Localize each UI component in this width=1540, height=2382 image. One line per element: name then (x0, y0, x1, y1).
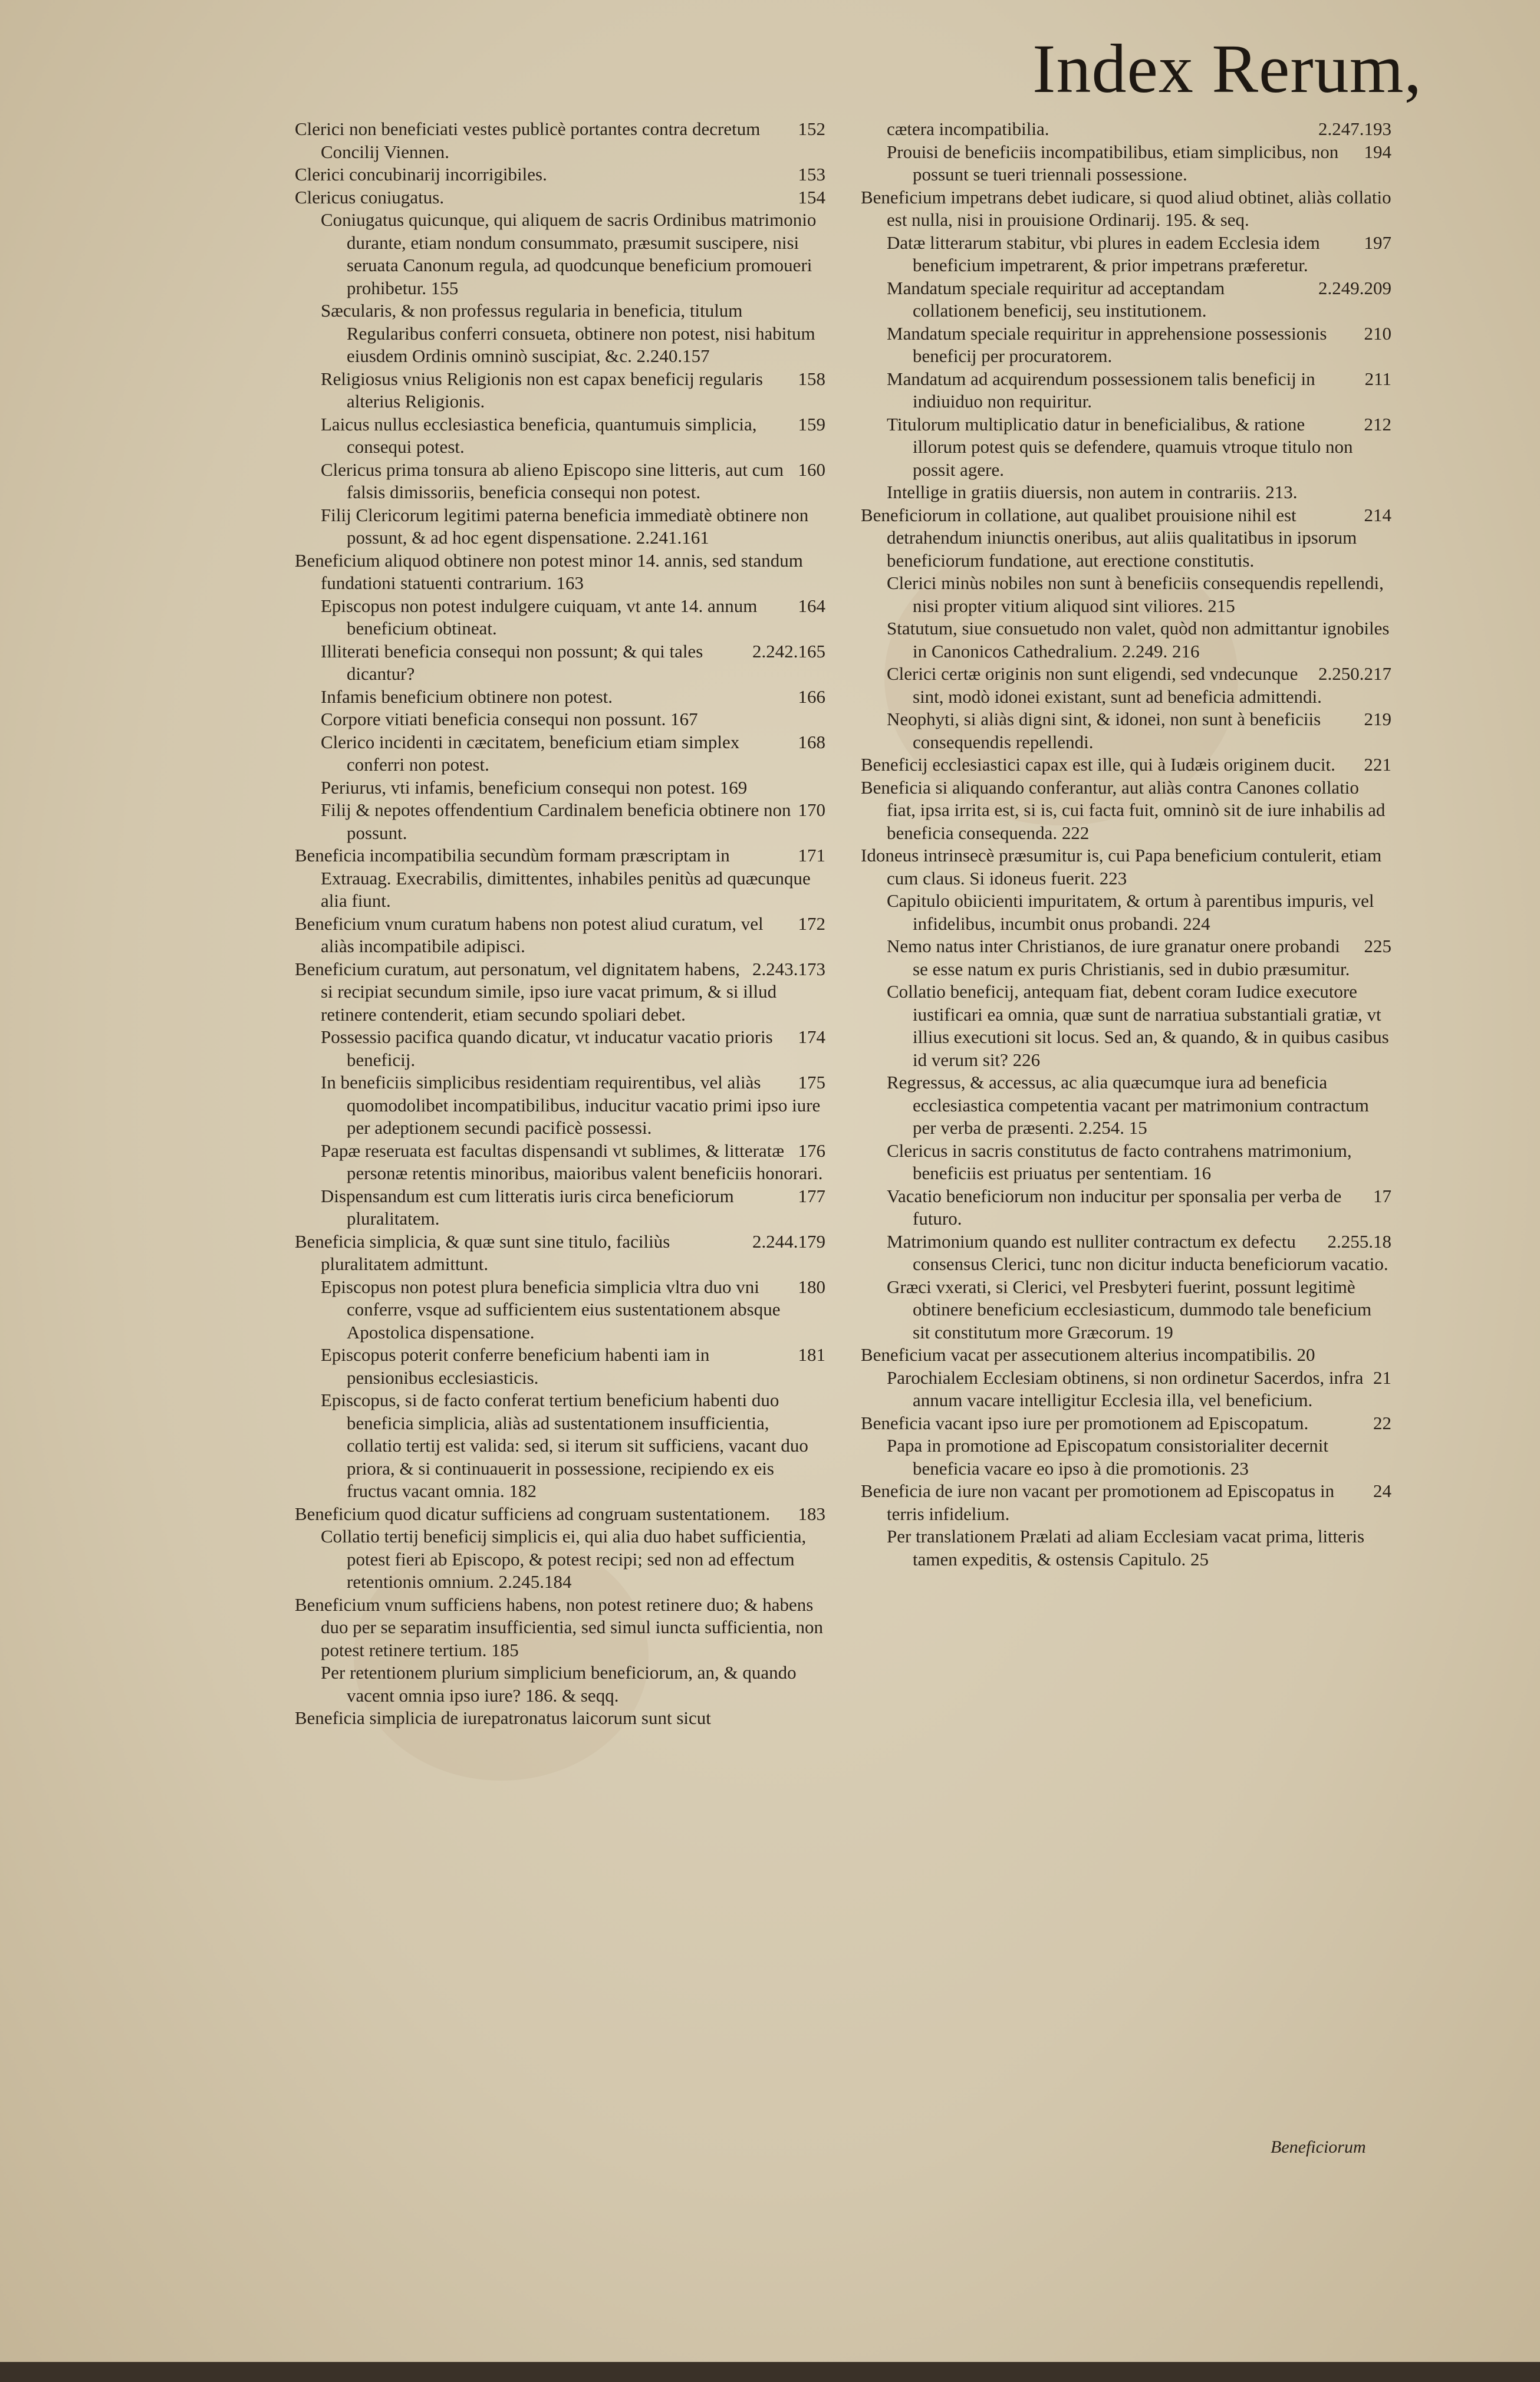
entry-text: Beneficiorum in collatione, aut qualibet prouisione nihil est detrahendum iniunctis oneribus, aut aliis qualitatibus in ipsorum beneficiorum fundatione, aut erectione constitutis. (861, 504, 1357, 571)
index-entry (887, 368, 1391, 413)
index-entry (861, 1344, 1391, 1367)
index-entry (321, 504, 825, 550)
entry-text: Clericus coniugatus. (295, 186, 445, 208)
entry-page-ref: 158 (798, 368, 825, 389)
index-entry (321, 686, 825, 709)
entry-text: Beneficia de iure non vacant per promotionem ad Episcopatus in terris infidelium. (861, 1480, 1335, 1524)
index-entry (887, 617, 1391, 663)
index-entry (861, 186, 1391, 232)
entry-text: Beneficia simplicia de iurepatronatus laicorum sunt sicut (295, 1707, 711, 1728)
entry-text: Coniugatus quicunque, qui aliquem de sacris Ordinibus matrimonio durante, etiam nondum consummato, præsumit suscipere, nisi seruata Canonum regula, ad quodcunque beneficium promoueri prohibetur. 155 (321, 209, 817, 298)
index-entry (887, 708, 1391, 754)
entry-text: Beneficium curatum, aut personatum, vel dignitatem habens, si recipiat secundum simile, ipso iure vacat primum, & si illud retinere contenderit, etiam secundo spoliari debet. (295, 958, 777, 1025)
catchword: Beneficiorum (1271, 2137, 1366, 2157)
entry-page-ref: 183 (798, 1503, 825, 1524)
index-entry (887, 232, 1391, 277)
entry-page-ref: 2.243.173 (752, 958, 825, 979)
entry-text: Mandatum speciale requiritur in apprehensione possessionis beneficij per procuratorem. (887, 323, 1327, 366)
running-head: Index Rerum, (1032, 30, 1422, 107)
entry-page-ref: 197 (1364, 232, 1391, 253)
entry-page-ref: 2.255.18 (1327, 1231, 1391, 1252)
entry-text: Clerici non beneficiati vestes publicè portantes contra decretum Concilij Viennen. (295, 119, 761, 162)
entry-text: Clerici certæ originis non sunt eligendi, sed vndecunque sint, modò idonei existant, sunt ad beneficia admittendi. (887, 663, 1322, 707)
index-entry (321, 1276, 825, 1344)
entry-page-ref: 172 (798, 913, 825, 934)
index-entry (887, 1435, 1391, 1480)
entry-page-ref: 159 (798, 413, 825, 435)
entry-text: Per translationem Prælati ad aliam Ecclesiam vacat prima, litteris tamen expeditis, & ostensis Capitulo. 25 (887, 1526, 1365, 1570)
entry-text: Matrimonium quando est nulliter contractum ex defectu consensus Clerici, tunc non dicitur inducta beneficiorum vacatio. (887, 1231, 1388, 1274)
index-entry (887, 981, 1391, 1071)
index-entry (887, 1367, 1391, 1412)
entry-text: Clerici concubinarij incorrigibiles. (295, 164, 547, 185)
entry-page-ref: 214 (1364, 504, 1391, 525)
entry-text: Mandatum ad acquirendum possessionem talis beneficij in indiuiduo non requiritur. (887, 368, 1315, 412)
index-entry (321, 413, 825, 459)
entry-page-ref: 212 (1364, 413, 1391, 435)
entry-text: Idoneus intrinsecè præsumitur is, cui Papa beneficium contulerit, etiam cum claus. Si idoneus fuerit. 223 (861, 845, 1382, 889)
entry-text: Episcopus non potest plura beneficia simplicia vltra duo vni conferre, vsque ad sufficientem eius sustentationem absque Apostolica dispensatione. (321, 1276, 781, 1343)
index-entry (295, 958, 825, 1027)
entry-text: Collatio beneficij, antequam fiat, debent coram Iudice executore iustificari ea omnia, quæ sunt de narratiua substantiali gratiæ, vt illius executioni sit locus. Sed an, & quando, & in quibus casibus id verum sit? 226 (887, 981, 1389, 1070)
entry-text: Beneficij ecclesiastici capax est ille, qui à Iudæis originem ducit. (861, 754, 1335, 775)
entry-page-ref: 170 (798, 800, 825, 820)
index-entry (295, 1231, 825, 1276)
entry-text: Episcopus, si de facto conferat tertium beneficium habenti duo beneficia simplicia, aliàs ad sustentationem insufficientia, collatio tertij est valida: sed, si iterum sit sufficiens, vacant duo priora, & si continuauerit in possessione, recipiendo ex eis fructus vacant omnia. 182 (321, 1390, 808, 1501)
index-entry (321, 640, 825, 686)
entry-text: Beneficia incompatibilia secundùm formam præscriptam in Extrauag. Execrabilis, dimittentes, inhabiles penitùs ad quæcunque alia fiunt. (295, 845, 811, 911)
entry-page-ref: 152 (798, 119, 825, 139)
index-entry (861, 1412, 1391, 1435)
index-entry (887, 323, 1391, 368)
index-entry (321, 368, 825, 413)
entry-page-ref: 2.247.193 (1318, 119, 1391, 139)
entry-text: Græci vxerati, si Clerici, vel Presbyteri fuerint, possunt legitimè obtinere beneficium ecclesiasticum, dummodo tale beneficium sit constitutum more Græcorum. 19 (887, 1276, 1372, 1343)
entry-text: Sæcularis, & non professus regularia in beneficia, titulum Regularibus conferri consueta, obtinere non potest, nisi habitum eiusdem Ordinis omninò suscipiat, &c. 2.240.157 (321, 300, 815, 366)
index-column-left (295, 118, 825, 1730)
index-entry (861, 1480, 1391, 1525)
index-entry (887, 572, 1391, 617)
entry-text: Datæ litterarum stabitur, vbi plures in eadem Ecclesia idem beneficium impetrarent, & prior impetrans præferetur. (887, 232, 1320, 275)
entry-text: Infamis beneficium obtinere non potest. (321, 686, 613, 707)
index-entry (887, 935, 1391, 981)
entry-page-ref: 171 (798, 845, 825, 866)
entry-text: Collatio tertij beneficij simplicis ei, qui alia duo habet sufficientia, potest fieri ab Episcopo, & potest recipi; sed non ad effectum retentionis omnium. 2.245.184 (321, 1526, 807, 1592)
index-entry (295, 1503, 825, 1526)
entry-text: Periurus, vti infamis, beneficium consequi non potest. 169 (321, 777, 748, 798)
entry-page-ref: 225 (1364, 936, 1391, 956)
entry-page-ref: 160 (798, 459, 825, 480)
entry-text: Prouisi de beneficiis incompatibilibus, etiam simplicibus, non possunt se tueri triennali possessione. (887, 141, 1339, 185)
entry-text: Beneficia vacant ipso iure per promotionem ad Episcopatum. (861, 1412, 1309, 1433)
index-entry (887, 413, 1391, 482)
index-entry (887, 1185, 1391, 1231)
entry-text: Religiosus vnius Religionis non est capax beneficij regularis alterius Religionis. (321, 368, 763, 412)
entry-text: Clerici minùs nobiles non sunt à beneficiis consequendis repellendi, nisi propter vitium aliquod sint viliores. 215 (887, 573, 1384, 616)
index-entry (887, 118, 1391, 141)
entry-page-ref: 180 (798, 1276, 825, 1297)
index-entry (861, 844, 1391, 890)
index-entry (321, 1185, 825, 1231)
entry-text: Per retentionem plurium simplicium beneficiorum, an, & quando vacent omnia ipso iure? 186. & seqq. (321, 1662, 797, 1706)
index-entry (321, 595, 825, 640)
entry-text: Illiterati beneficia consequi non possunt; & qui tales dicantur? (321, 640, 703, 684)
entry-text: Episcopus non potest indulgere cuiquam, vt ante 14. annum beneficium obtineat. (321, 595, 758, 639)
index-entry (887, 1525, 1391, 1571)
index-entry (295, 844, 825, 913)
index-entry (295, 163, 825, 186)
entry-text: Regressus, & accessus, ac alia quæcumque iura ad beneficia ecclesiastica competentia vacant per matrimonium contractum per verba de præsenti. 2.254. 15 (887, 1072, 1369, 1138)
index-entry (321, 1071, 825, 1140)
index-entry (887, 1276, 1391, 1344)
entry-text: Papæ reseruata est facultas dispensandi vt sublimes, & litteratæ personæ retentis minoribus, maioribus valent beneficiis honorari. (321, 1140, 823, 1183)
entry-page-ref: 24 (1373, 1480, 1391, 1501)
entry-page-ref: 181 (798, 1344, 825, 1365)
index-entry (321, 799, 825, 844)
index-entry (887, 1231, 1391, 1276)
entry-page-ref: 2.242.165 (752, 640, 825, 662)
entry-text: Filij Clericorum legitimi paterna beneficia immediatè obtinere non possunt, & ad hoc egent dispensatione. 2.241.161 (321, 504, 809, 548)
index-entry (295, 1707, 825, 1730)
entry-text: Beneficia simplicia, & quæ sunt sine titulo, faciliùs pluralitatem admittunt. (295, 1231, 670, 1274)
entry-text: Episcopus poterit conferre beneficium habenti iam in pensionibus ecclesiasticis. (321, 1344, 710, 1388)
index-entry (887, 481, 1391, 504)
entry-text: Beneficium vacat per assecutionem alterius incompatibilis. 20 (861, 1344, 1315, 1365)
entry-text: Beneficium aliquod obtinere non potest minor 14. annis, sed standum fundationi statuenti contrarium. 163 (295, 550, 803, 593)
entry-page-ref: 2.250.217 (1318, 663, 1391, 684)
entry-text: Beneficium impetrans debet iudicare, si quod aliud obtinet, aliàs collatio est nulla, nisi in prouisione Ordinarij. 195. & seq. (861, 186, 1391, 230)
entry-page-ref: 153 (798, 164, 825, 185)
index-entry (321, 209, 825, 300)
entry-page-ref: 168 (798, 731, 825, 752)
entry-page-ref: 154 (798, 186, 825, 208)
entry-text: Capitulo obiicienti impuritatem, & ortum à parentibus impuris, vel infidelibus, incumbit onus probandi. 224 (887, 890, 1374, 934)
entry-page-ref: 175 (798, 1072, 825, 1093)
index-entry (321, 731, 825, 777)
index-entry (295, 186, 825, 209)
index-entry (321, 1026, 825, 1071)
entry-page-ref: 176 (798, 1140, 825, 1161)
entry-text: Dispensandum est cum litteratis iuris circa beneficiorum pluralitatem. (321, 1185, 734, 1229)
index-entry (321, 459, 825, 504)
index-entry (887, 663, 1391, 708)
entry-text: Clerico incidenti in cæcitatem, beneficium etiam simplex conferri non potest. (321, 731, 740, 775)
entry-page-ref: 2.249.209 (1318, 277, 1391, 298)
index-entry (887, 141, 1391, 186)
index-entry (321, 1344, 825, 1389)
entry-page-ref: 166 (798, 686, 825, 707)
entry-text: Clericus in sacris constitutus de facto contrahens matrimonium, beneficiis est priuatus per sententiam. 16 (887, 1140, 1352, 1183)
index-entry (861, 777, 1391, 845)
entry-text: Beneficia si aliquando conferantur, aut aliàs contra Canones collatio fiat, ipsa irrita est, si is, cui facta fuit, omninò sit de iure inhabilis ad beneficia consequenda. 222 (861, 777, 1386, 843)
index-entry (321, 777, 825, 800)
entry-page-ref: 164 (798, 595, 825, 616)
entry-page-ref: 211 (1364, 368, 1391, 389)
entry-text: Vacatio beneficiorum non inducitur per sponsalia per verba de futuro. (887, 1185, 1342, 1229)
entry-page-ref: 174 (798, 1027, 825, 1047)
entry-text: Beneficium quod dicatur sufficiens ad congruam sustentationem. (295, 1503, 771, 1524)
entry-page-ref: 219 (1364, 709, 1391, 729)
entry-page-ref: 21 (1373, 1367, 1391, 1388)
entry-text: Papa in promotione ad Episcopatum consistorialiter decernit beneficia vacare eo ipso à die promotionis. 23 (887, 1435, 1328, 1479)
index-entry (295, 913, 825, 958)
index-entry (861, 754, 1391, 777)
entry-page-ref: 194 (1364, 141, 1391, 162)
index-entry (321, 1662, 825, 1707)
entry-text: In beneficiis simplicibus residentiam requirentibus, vel aliàs quomodolibet incompatibilibus, inducitur vacatio primi ipso iure per adeptionem secundi pacificè possessi. (321, 1072, 821, 1138)
entry-text: Intellige in gratiis diuersis, non autem in contrariis. 213. (887, 482, 1298, 502)
entry-text: Corpore vitiati beneficia consequi non possunt. 167 (321, 709, 698, 729)
entry-text: Nemo natus inter Christianos, de iure granatur onere probandi se esse natum ex puris Christianis, sed in dubio præsumitur. (887, 936, 1350, 979)
index-entry (295, 1594, 825, 1662)
entry-page-ref: 2.244.179 (752, 1231, 825, 1252)
entry-page-ref: 17 (1373, 1185, 1391, 1206)
entry-text: Beneficium vnum curatum habens non potest aliud curatum, vel aliàs incompatibile adipisci. (295, 913, 764, 956)
entry-text: Possessio pacifica quando dicatur, vt inducatur vacatio prioris beneficij. (321, 1027, 773, 1070)
index-entry (321, 1140, 825, 1185)
index-entry (887, 277, 1391, 323)
entry-text: Parochialem Ecclesiam obtinens, si non ordinetur Sacerdos, infra annum vacare intelligitur Ecclesia illa, vel beneficium. (887, 1367, 1364, 1410)
index-entry (321, 300, 825, 368)
entry-text: Filij & nepotes offendentium Cardinalem beneficia obtinere non possunt. (321, 800, 791, 843)
entry-page-ref: 210 (1364, 323, 1391, 344)
entry-text: Neophyti, si aliàs digni sint, & idonei, non sunt à beneficiis consequendis repellendi. (887, 709, 1321, 752)
entry-page-ref: 177 (798, 1185, 825, 1206)
entry-page-ref: 22 (1373, 1412, 1391, 1433)
index-entry (887, 1140, 1391, 1185)
scan-edge (0, 2362, 1540, 2382)
index-entry (295, 550, 825, 595)
index-entry (887, 1071, 1391, 1140)
entry-text: Titulorum multiplicatio datur in beneficialibus, & ratione illorum potest quis se defendere, quamuis vtroque titulo non possit agere. (887, 413, 1353, 480)
entry-text: Statutum, siue consuetudo non valet, quòd non admittantur ignobiles in Canonicos Cathedralium. 2.249. 216 (887, 618, 1390, 662)
entry-page-ref: 221 (1364, 754, 1391, 775)
entry-text: Laicus nullus ecclesiastica beneficia, quantumuis simplicia, consequi potest. (321, 413, 757, 457)
index-entry (861, 504, 1391, 573)
index-entry (321, 1525, 825, 1594)
entry-text: Beneficium vnum sufficiens habens, non potest retinere duo; & habens duo per se separatim insufficientia, sed simul iuncta sufficientia, non potest retinere tertium. 185 (295, 1594, 824, 1660)
index-entry (887, 890, 1391, 935)
index-column-right (861, 118, 1391, 1571)
entry-text: cætera incompatibilia. (887, 119, 1049, 139)
entry-text: Clericus prima tonsura ab alieno Episcopo sine litteris, aut cum falsis dimissoriis, beneficia consequi non potest. (321, 459, 784, 502)
entry-text: Mandatum speciale requiritur ad acceptandam collationem beneficij, seu institutionem. (887, 277, 1225, 321)
index-entry (295, 118, 825, 163)
index-entry (321, 708, 825, 731)
index-entry (321, 1389, 825, 1503)
